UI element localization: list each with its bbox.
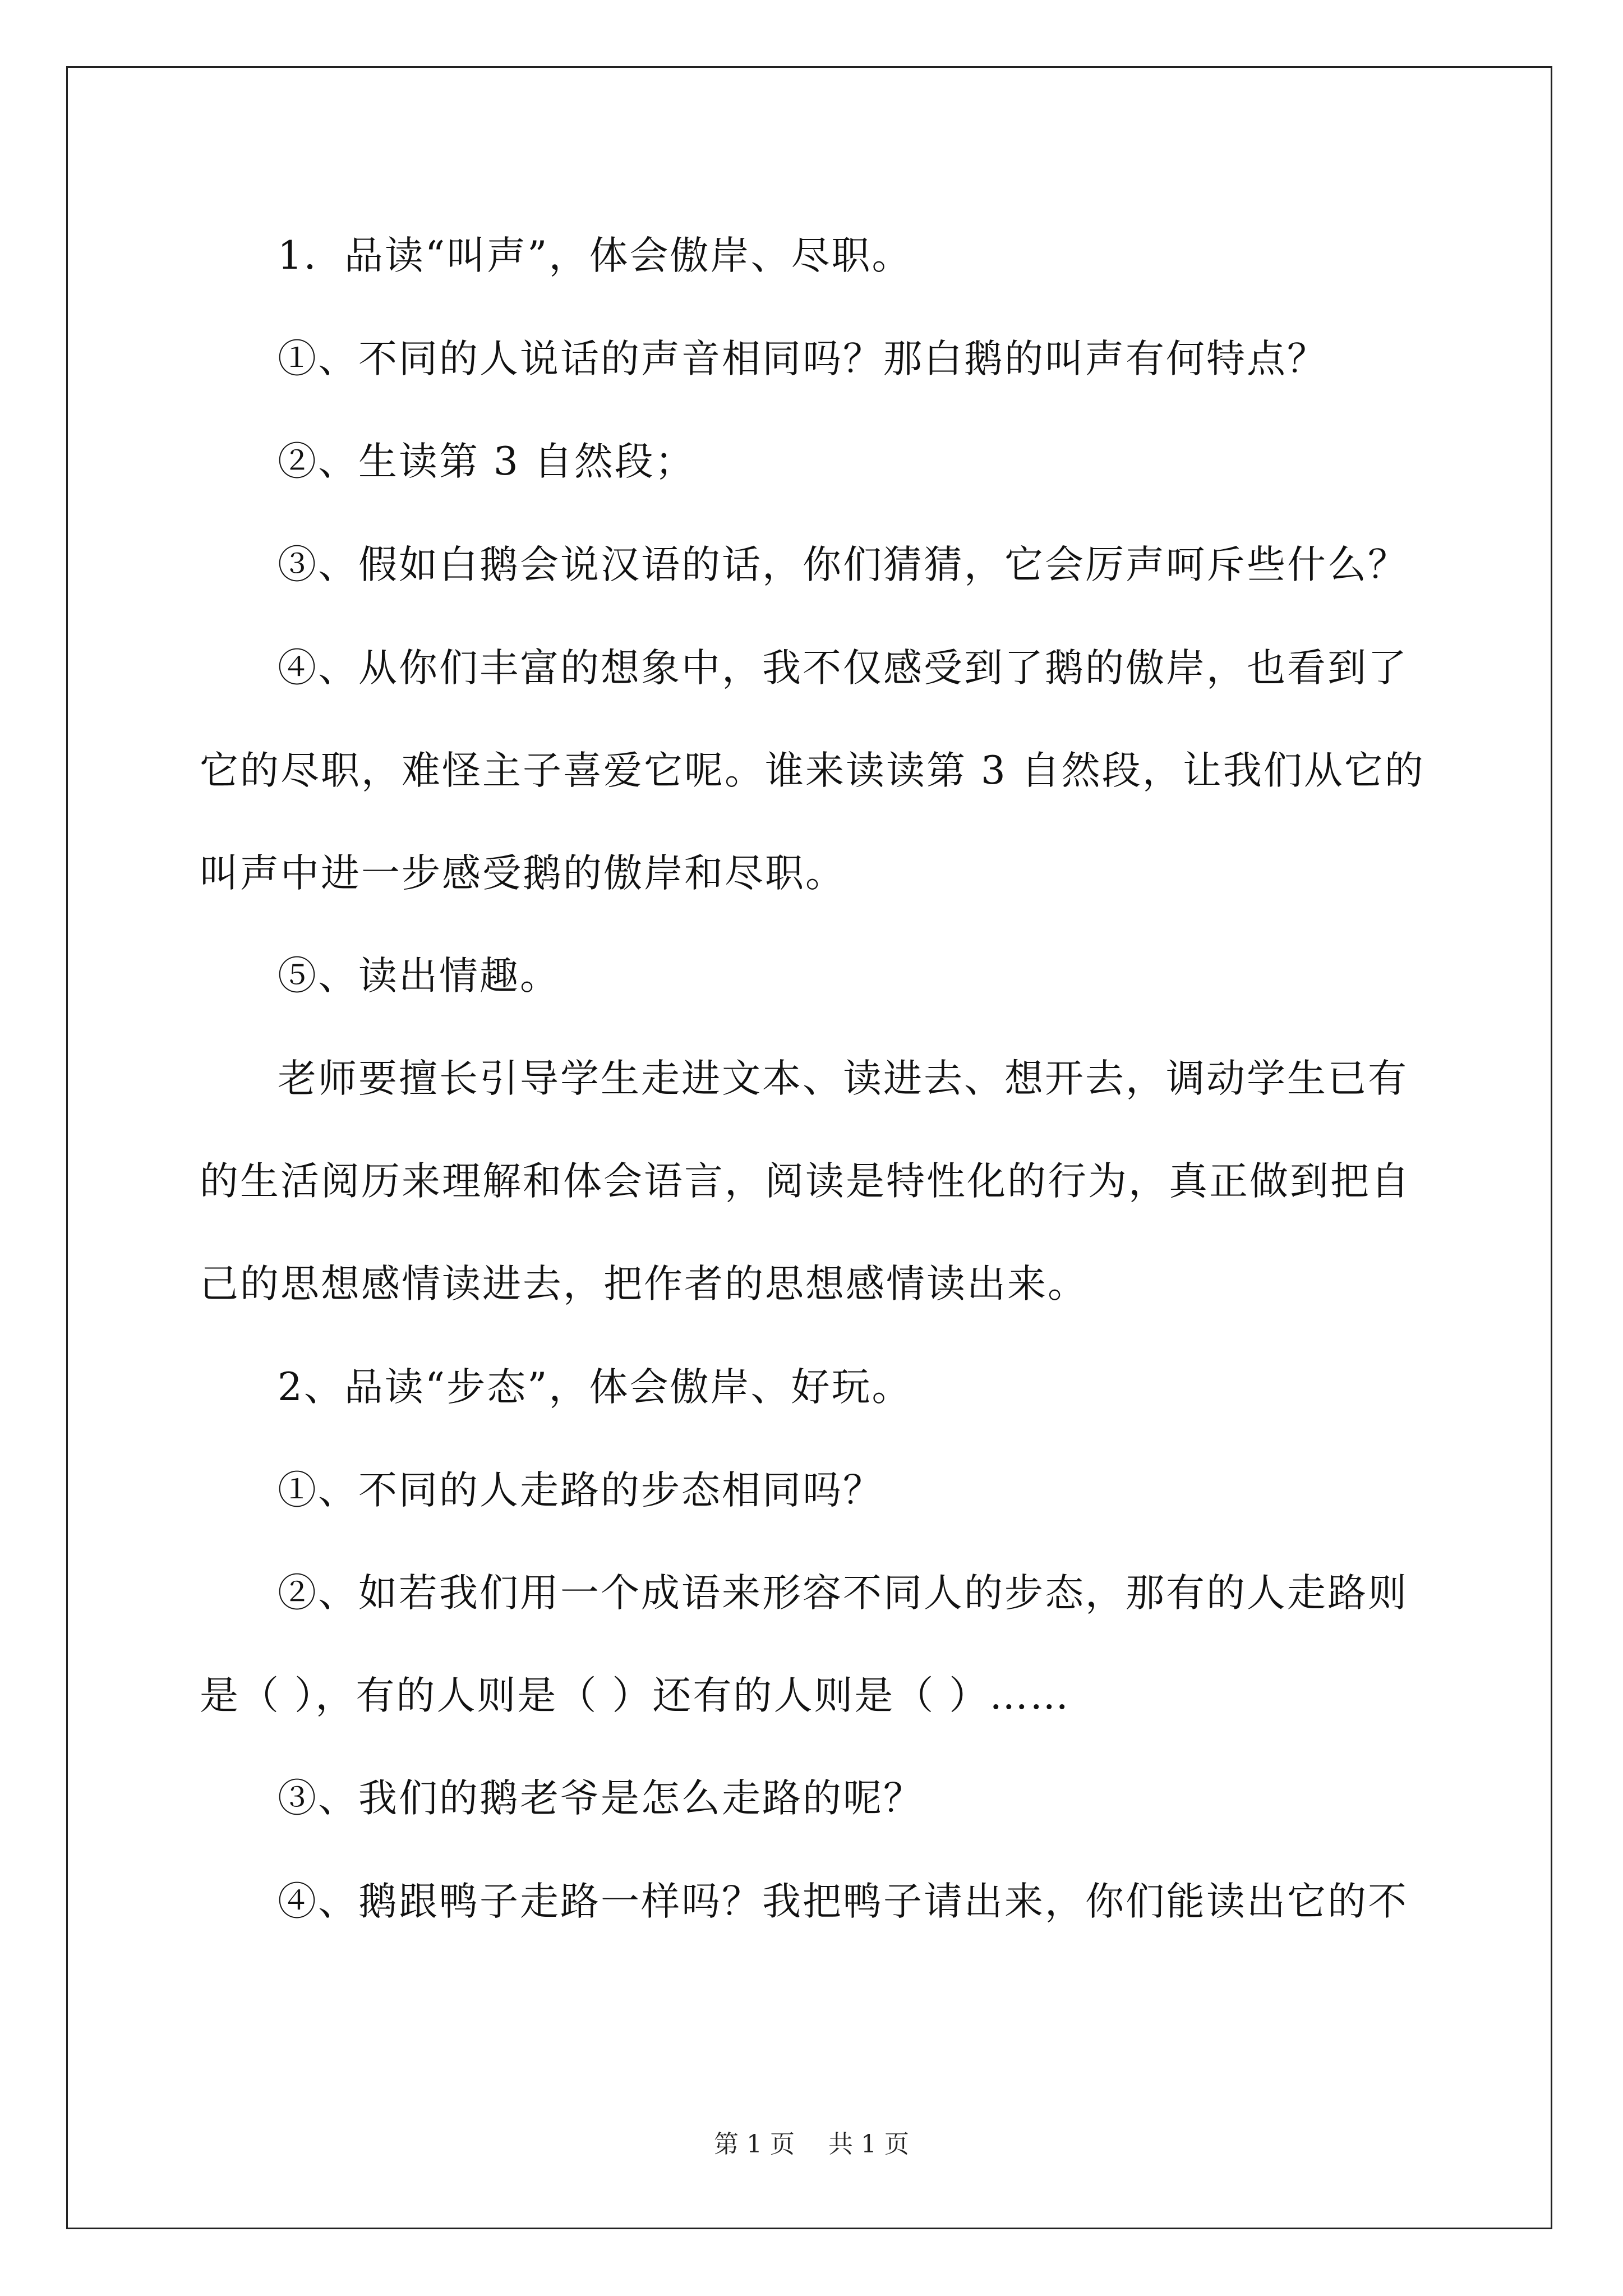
- paragraph-6: ⑤、读出情趣。: [278, 954, 560, 999]
- page-number: 第 1 页: [714, 2130, 795, 2159]
- paragraph-8: 2、品读“步态”，体会傲岸、好玩。: [278, 1365, 912, 1410]
- paragraph-5: ④、从你们丰富的想象中，我不仅感受到了鹅的傲岸，也看到了它的尽职，难怪主子喜爱它呢。谁来读读第 3 自然段，让我们从它的叫声中进一步感受鹅的傲岸和尽职。: [200, 646, 1425, 896]
- paragraph-2: ①、不同的人说话的声音相同吗？那白鹅的叫声有何特点？: [278, 337, 1327, 381]
- page-total: 共 1 页: [828, 2130, 909, 2159]
- paragraph-10: ②、如若我们用一个成语来形容不同人的步态，那有的人走路则是（ ），有的人则是（ ）还有的人则是（ ）……: [200, 1571, 1408, 1718]
- page-footer: [0, 2128, 1623, 2161]
- paragraph-7: 老师要擅长引导学生走进文本、读进去、想开去，调动学生已有的生活阅历来理解和体会语言，阅读是特性化的行为，真正做到把自己的思想感情读进去，把作者的思想感情读出来。: [200, 1056, 1411, 1306]
- paragraph-4: ③、假如白鹅会说汉语的话，你们猜猜，它会厉声呵斥些什么？: [278, 542, 1408, 587]
- paragraph-1: 1．品读“叫声”，体会傲岸、尽职。: [278, 233, 912, 278]
- paragraph-11: ③、我们的鹅老爷是怎么走路的呢？: [278, 1776, 924, 1821]
- paragraph-3: ②、生读第 3 自然段；: [278, 439, 695, 484]
- paragraph-12: ④、鹅跟鸭子走路一样吗？我把鸭子请出来，你们能读出它的不: [278, 1879, 1408, 1924]
- paragraph-9: ①、不同的人走路的步态相同吗？: [278, 1468, 883, 1513]
